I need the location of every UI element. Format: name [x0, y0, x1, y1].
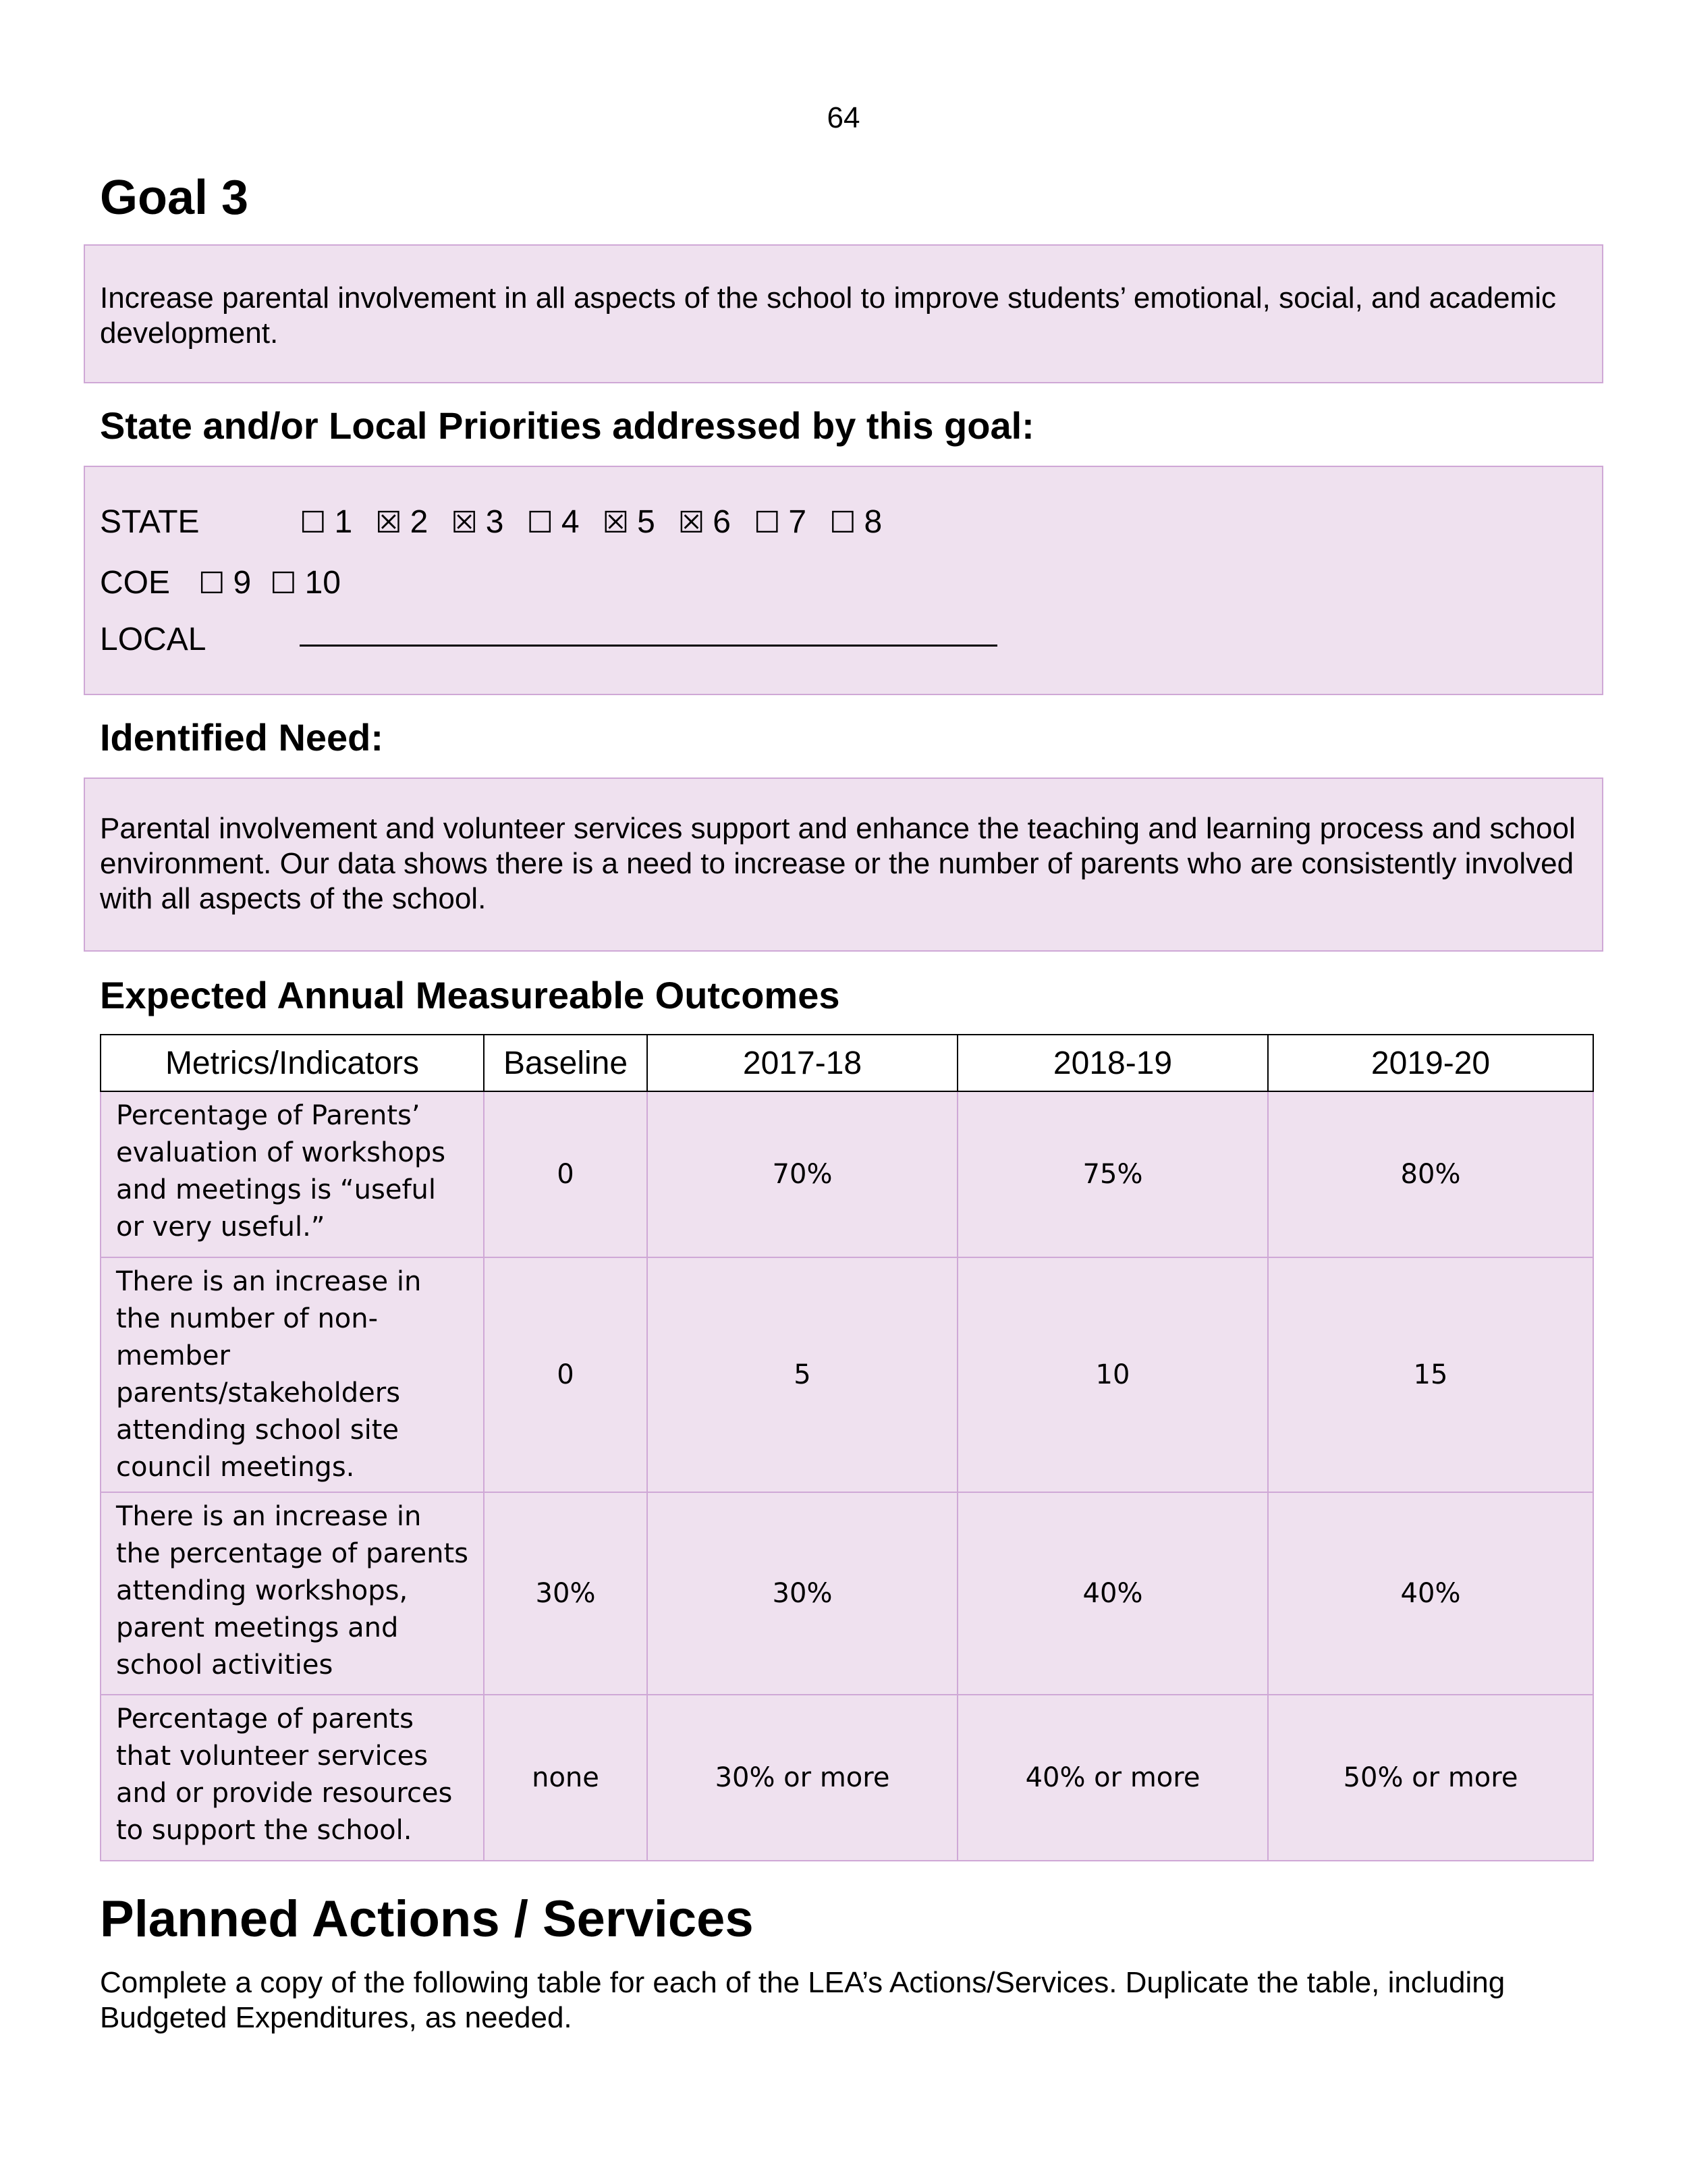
local-row: [100, 621, 206, 658]
state-priority-3[interactable]: [451, 503, 503, 541]
checkbox-icon[interactable]: ☐: [829, 506, 856, 540]
checkbox-number: 3: [485, 504, 504, 540]
checkbox-icon[interactable]: ☐: [526, 506, 553, 540]
state-priority-8[interactable]: [829, 503, 882, 541]
year2-cell: 40%: [958, 1492, 1268, 1695]
coe-priority-10[interactable]: [270, 564, 341, 601]
metric-cell: There is an increase in the percentage of parents attending workshops, parent meetings and school activities: [101, 1492, 484, 1695]
checkbox-number: 6: [713, 504, 731, 540]
checkbox-icon[interactable]: ☐: [300, 506, 327, 540]
baseline-cell: 0: [484, 1091, 647, 1257]
year1-cell: 5: [647, 1257, 958, 1492]
checkbox-icon[interactable]: ☐: [753, 506, 781, 540]
state-row: [100, 503, 905, 541]
year1-cell: 70%: [647, 1091, 958, 1257]
state-priority-2[interactable]: [375, 503, 428, 541]
outcomes-table: [100, 1034, 1594, 1861]
checkbox-number: 8: [864, 504, 883, 540]
checkbox-icon[interactable]: ☒: [602, 506, 630, 540]
checkbox-number: 4: [561, 504, 580, 540]
year2-cell: 10: [958, 1257, 1268, 1492]
table-row: [101, 1257, 1593, 1492]
checkbox-icon[interactable]: ☒: [451, 506, 478, 540]
local-label: LOCAL: [100, 622, 206, 657]
year1-cell: 30%: [647, 1492, 958, 1695]
outcomes-heading: Expected Annual Measureable Outcomes: [100, 974, 840, 1016]
checkbox-number: 7: [788, 504, 807, 540]
state-priority-1[interactable]: [300, 503, 352, 541]
state-priority-6[interactable]: [678, 503, 731, 541]
baseline-cell: 0: [484, 1257, 647, 1492]
goal-box: [84, 244, 1603, 383]
coe-row: [100, 564, 360, 601]
header-2019-20: 2019-20: [1268, 1035, 1593, 1091]
year3-cell: 80%: [1268, 1091, 1593, 1257]
coe-label: COE: [100, 565, 171, 601]
checkbox-number: 5: [637, 504, 655, 540]
metric-cell: Percentage of parents that volunteer services and or provide resources to support the school.: [101, 1695, 484, 1861]
state-label: STATE: [100, 504, 200, 540]
need-text: Parental involvement and volunteer services support and enhance the teaching and learning process and school environment. Our data shows there is a need to increase or the number of parents who are consistently involved with all aspects of the school.: [100, 812, 1576, 915]
checkbox-icon[interactable]: ☒: [677, 506, 705, 540]
year2-cell: 40% or more: [958, 1695, 1268, 1861]
year3-cell: 15: [1268, 1257, 1593, 1492]
checkbox-icon[interactable]: ☒: [375, 506, 402, 540]
header-baseline: Baseline: [484, 1035, 647, 1091]
metric-cell: Percentage of Parents’ evaluation of workshops and meetings is “useful or very useful.”: [101, 1091, 484, 1257]
planned-heading: Planned Actions / Services: [100, 1890, 754, 1948]
need-box: [84, 777, 1603, 952]
goal-heading: Goal 3: [100, 171, 249, 225]
local-blank-line: [300, 645, 997, 647]
year1-cell: 30% or more: [647, 1695, 958, 1861]
baseline-cell: 30%: [484, 1492, 647, 1695]
table-row: [101, 1091, 1593, 1257]
metric-cell: There is an increase in the number of non-member parents/stakeholders attending school site council meetings.: [101, 1257, 484, 1492]
header-metrics: Metrics/Indicators: [101, 1035, 484, 1091]
state-priority-5[interactable]: [603, 503, 655, 541]
coe-priority-9[interactable]: [198, 564, 251, 601]
planned-text: Complete a copy of the following table for each of the LEA’s Actions/Services. Duplicate the table, including Budgeted Expenditures, as needed.: [100, 1966, 1505, 2034]
priorities-heading: State and/or Local Priorities addressed by this goal:: [100, 404, 1034, 447]
checkbox-number: 10: [304, 565, 341, 601]
state-priority-7[interactable]: [754, 503, 806, 541]
page-number: 64: [827, 101, 860, 134]
checkbox-number: 2: [410, 504, 428, 540]
header-2017-18: 2017-18: [647, 1035, 958, 1091]
table-row: [101, 1492, 1593, 1695]
checkbox-number: 1: [334, 504, 353, 540]
year3-cell: 50% or more: [1268, 1695, 1593, 1861]
checkbox-number: 9: [233, 565, 252, 601]
header-2018-19: 2018-19: [958, 1035, 1268, 1091]
checkbox-icon[interactable]: ☐: [270, 566, 297, 601]
state-priority-4[interactable]: [526, 503, 579, 541]
year2-cell: 75%: [958, 1091, 1268, 1257]
outcomes-header-row: [101, 1035, 1593, 1091]
table-row: [101, 1695, 1593, 1861]
checkbox-icon[interactable]: ☐: [198, 566, 225, 601]
priorities-box: [84, 466, 1603, 695]
year3-cell: 40%: [1268, 1492, 1593, 1695]
goal-text: Increase parental involvement in all aspects of the school to improve students’ emotional, social, and academic development.: [100, 281, 1556, 350]
need-heading: Identified Need:: [100, 716, 384, 759]
baseline-cell: none: [484, 1695, 647, 1861]
